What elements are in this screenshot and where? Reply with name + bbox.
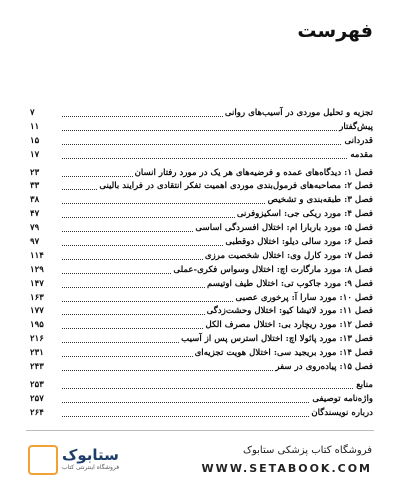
toc-entry-title: فصل ۸: مورد مارگارت اچ: اختلال وسواس فکری-عملی xyxy=(171,264,373,278)
toc-entry xyxy=(0,149,400,163)
dot-leader xyxy=(62,158,373,159)
toc-entry-page: ۱۷۷ xyxy=(30,306,44,317)
book-icon xyxy=(28,445,58,475)
toc-entry-page: ۱۱ xyxy=(30,121,40,132)
toc-entry-page: ۴۷ xyxy=(30,209,40,220)
toc-entry-title: تجزیه و تحلیل موردی در آسیب‌های روانی xyxy=(223,107,373,121)
toc-entry xyxy=(0,407,400,421)
toc-entry xyxy=(0,333,400,347)
footer-divider xyxy=(26,430,374,431)
toc-entry xyxy=(0,167,400,181)
toc-entry-page: ۱۷ xyxy=(30,149,40,160)
toc-entry xyxy=(0,180,400,194)
toc-entry xyxy=(0,361,400,375)
toc-entry-title: فصل ۹: مورد جاکوب تی: اختلال طیف اوتیسم xyxy=(205,278,373,292)
toc-entry xyxy=(0,250,400,264)
toc-entry xyxy=(0,278,400,292)
toc-entry-page: ۲۵۳ xyxy=(30,379,44,390)
toc-entry-page: ۳۸ xyxy=(30,195,40,206)
toc-entry xyxy=(0,305,400,319)
store-name: فروشگاه کتاب پزشکی ستابوک xyxy=(243,445,372,456)
toc-entry-page: ۲۶۴ xyxy=(30,407,44,418)
toc-entry-title: فصل ۱۱: مورد لاتیشا کیو: اختلال وحشت‌زدگی xyxy=(205,305,373,319)
toc-entry xyxy=(0,222,400,236)
toc-entry xyxy=(0,292,400,306)
toc-entry-title: فصل ۱۲: مورد ریچارد بی: اختلال مصرف الکل xyxy=(204,319,373,333)
store-logo xyxy=(28,445,138,475)
toc-entry-title: فصل ۳: طبقه‌بندی و تشخیص xyxy=(266,194,373,208)
dot-leader xyxy=(62,130,373,131)
toc-entry-title: فصل ۱۵: پیاده‌روی در سفر xyxy=(273,361,373,375)
toc-entry-title: پیش‌گفتار xyxy=(337,121,373,135)
toc-entry-page: ۷۹ xyxy=(30,223,40,234)
toc-entry-page: ۳۳ xyxy=(30,181,40,192)
toc-entry-page: ۱۱۴ xyxy=(30,250,44,261)
toc-entry-page: ۲۴۳ xyxy=(30,362,44,373)
toc-entry-title: قدردانی xyxy=(342,135,373,149)
toc-entry-title: واژه‌نامه توصیفی xyxy=(310,393,373,407)
toc-entry-page: ۷ xyxy=(30,108,35,118)
toc-entry xyxy=(0,107,400,121)
dot-leader xyxy=(62,388,373,389)
toc-entry-page: ۱۲۹ xyxy=(30,264,44,275)
toc-entry xyxy=(0,393,400,407)
toc-entry-title: فصل ۱۳: مورد پائولا اچ: اختلال استرس پس از آسیب xyxy=(179,333,373,347)
store-url[interactable]: WWW.SETABOOK.COM xyxy=(201,462,372,475)
toc-entry xyxy=(0,264,400,278)
table-of-contents xyxy=(0,107,400,421)
toc-entry-title: منابع xyxy=(354,379,373,393)
toc-entry-title: فصل ۲: مصاحبه‌های فرمول‌بندی موردی اهمیت تفکر انتقادی در فرایند بالینی xyxy=(97,180,373,194)
toc-entry xyxy=(0,194,400,208)
toc-entry xyxy=(0,121,400,135)
toc-entry xyxy=(0,208,400,222)
toc-entry-title: مقدمه xyxy=(348,149,373,163)
toc-entry-page: ۲۳ xyxy=(30,167,40,178)
toc-entry-title: فصل ۴: مورد ریکی جی: اسکیزوفرنی xyxy=(235,208,373,222)
toc-entry xyxy=(0,347,400,361)
toc-entry-page: ۱۶۳ xyxy=(30,292,44,303)
logo-text: ستابوک xyxy=(62,446,119,464)
dot-leader xyxy=(62,144,373,145)
toc-entry-page: ۱۵ xyxy=(30,135,40,146)
toc-entry-page: ۲۱۶ xyxy=(30,334,44,345)
toc-entry xyxy=(0,135,400,149)
toc-entry-title: فصل ۵: مورد باربارا ام: اختلال افسردگی اساسی xyxy=(193,222,373,236)
toc-entry xyxy=(0,379,400,393)
toc-entry-page: ۱۴۷ xyxy=(30,278,44,289)
toc-entry-title: درباره نویسندگان xyxy=(309,407,373,421)
toc-entry xyxy=(0,319,400,333)
page-title: فهرست xyxy=(297,20,373,42)
toc-entry-title: فصل ۶: مورد سالی دیلو: اختلال دوقطبی xyxy=(223,236,373,250)
toc-entry-page: ۲۳۱ xyxy=(30,348,44,359)
logo-subtitle: فروشگاه اینترنتی کتاب xyxy=(62,464,120,471)
toc-entry-title: فصل ۷: مورد کارل وی: اختلال شخصیت مرزی xyxy=(203,250,373,264)
toc-entry xyxy=(0,236,400,250)
toc-entry-page: ۲۵۷ xyxy=(30,393,44,404)
toc-entry-title: فصل ۱۰: مورد سارا آ: پرخوری عصبی xyxy=(234,292,373,306)
toc-entry-title: فصل ۱۴: مورد بریجید سی: اختلال هویت تجزیه‌ای xyxy=(193,347,373,361)
toc-entry-page: ۹۷ xyxy=(30,237,40,248)
toc-entry-title: فصل ۱: دیدگاه‌های عمده و فرضیه‌های هر یک در مورد رفتار انسان xyxy=(133,167,373,181)
toc-entry-page: ۱۹۵ xyxy=(30,320,44,331)
